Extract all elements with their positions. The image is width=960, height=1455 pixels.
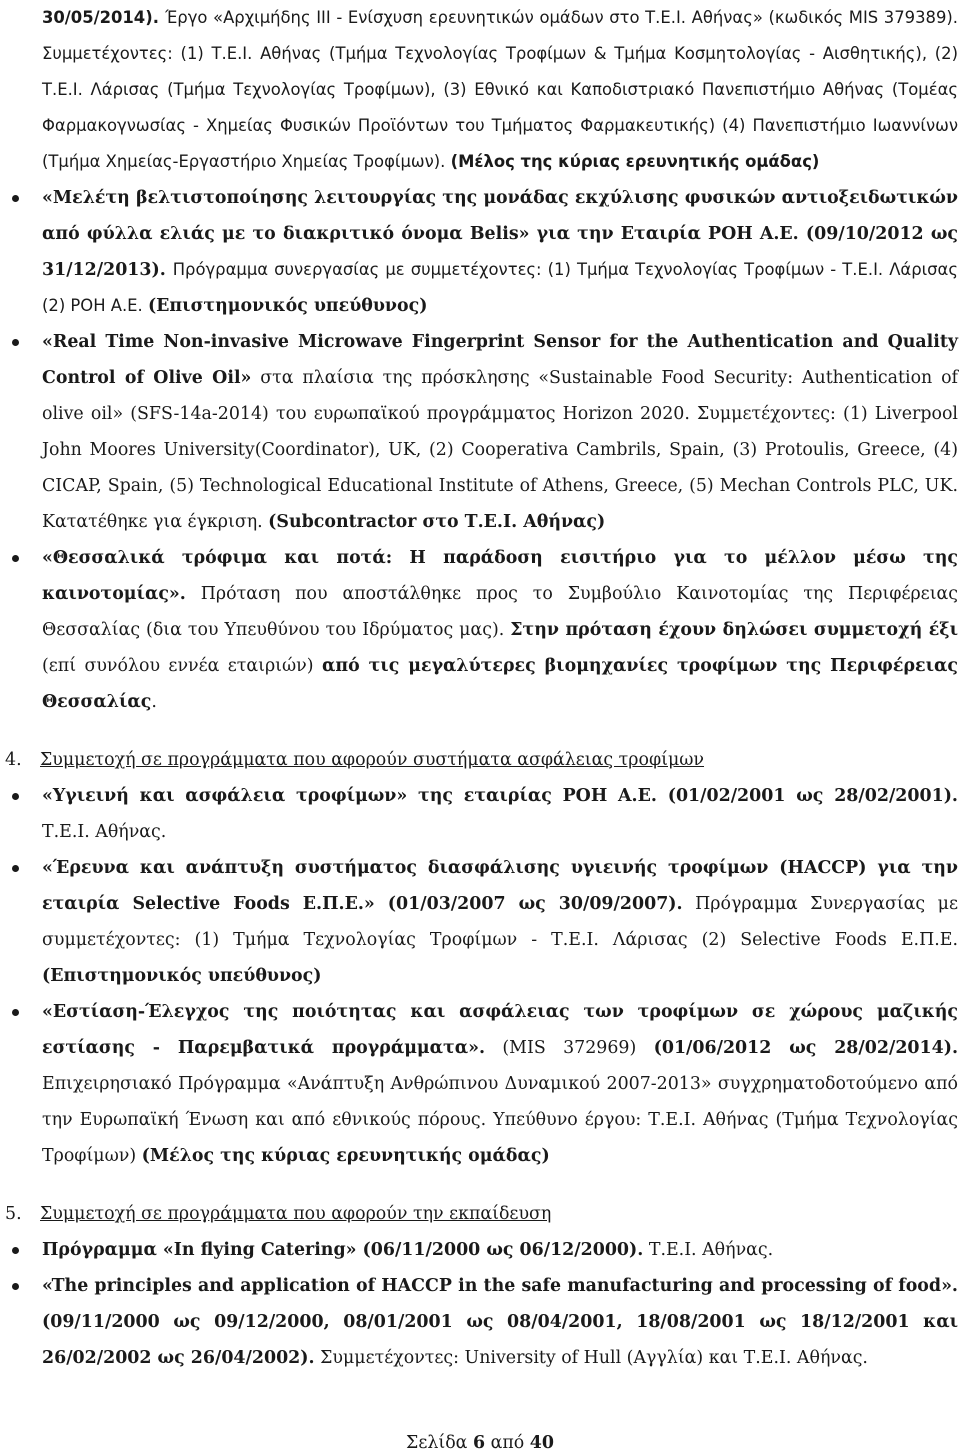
item-role: (Subcontractor στο Τ.Ε.Ι. Αθήνας) [268,512,606,532]
item-text: Τ.Ε.Ι. Αθήνας. [42,822,167,842]
bullet-icon [12,1247,19,1254]
item-title: «Real Time Non-invasive Microwave Fingerprint Sensor for the Authentication and Quality Control of Olive Oil» [42,332,958,388]
item-text: Τ.Ε.Ι. Αθήνας. [643,1240,774,1260]
page-footer [0,1431,960,1455]
bullet-icon [12,1283,19,1290]
list-item [42,778,958,850]
list-item [42,850,958,994]
list-item [42,994,958,1174]
item-text: (επί συνόλου εννέα εταιριών) [42,656,322,676]
item-text: Πρόγραμμα Συνεργασίας με συμμετέχοντες: (1) Τμήμα Τεχνολογίας Τροφίμων - Τ.Ε.Ι. Λάρισας (2) Selective Foods Ε.Π.Ε. [42,894,958,950]
list-item [42,1268,958,1376]
item-role: (Μέλος της κύριας ερευνητικής ομάδας) [141,1146,550,1166]
section-number: 4. [5,750,22,770]
bullet-icon [12,793,19,800]
bullet-icon [12,555,19,562]
paragraph-text: Έργο «Αρχιμήδης ΙΙΙ - Ενίσχυση ερευνητικών ομάδων στο Τ.Ε.Ι. Αθήνας» (κωδικός MIS 379389). Συμμετέχοντες: (1) Τ.Ε.Ι. Αθήνας (Τμήμα Τεχνολογίας Τροφίμων & Τμήμα Κοσμητολογίας - Αισθητικής), (2) Τ.Ε.Ι. Λάρισας (Τμήμα Τεχνολογίας Τροφίμων), (3) Εθνικό και Καποδιστριακό Πανεπιστήμιο Αθήνας (Τομέας Φαρμακογνωσίας - Χημείας Φυσικών Προϊόντων του Τμήματος Φαρμακευτικής) (4) Πανεπιστήμιο Ιωαννίνων (Τμήμα Χημείας-Εργαστήριο Χημείας Τροφίμων). [42,8,958,171]
section-heading-5 [5,1196,958,1232]
item-bold-text: από τις μεγαλύτερες βιομηχανίες τροφίμων της Περιφέρειας Θεσσαλίας [42,656,958,712]
document-page [5,0,958,1376]
bullet-icon [12,339,19,346]
item-text: Επιχειρησιακό Πρόγραμμα «Ανάπτυξη Ανθρώπινου Δυναμικού 2007-2013» συγχρηματοδοτούμενο από την Ευρωπαϊκή Ένωση και από εθνικούς πόρους. Υπεύθυνο έργου: Τ.Ε.Ι. Αθήνας (Τμήμα Τεχνολογίας Τροφίμων) [42,1074,958,1166]
section-heading-4 [5,742,958,778]
list-item [42,1232,958,1268]
section-number: 5. [5,1204,22,1224]
footer-page-number: 6 [472,1433,486,1453]
item-date: (01/06/2012 ως 28/02/2014). [653,1038,958,1058]
item-text: στα πλαίσια της πρόσκλησης «Sustainable Food Security: Authentication of olive oil» (SFS-14a-2014) του ευρωπαϊκού προγράμματος Horizon 2020. Συμμετέχοντες: (1) Liverpool John Moores University(Coordinator), UK, (2) Cooperativa Cambrils, Spain, (3) Protoulis, Greece, (4) CICAP, Spain, (5) Technological Educational Institute of Athens, Greece, (5) Mechan Controls PLC, UK. Κατατέθηκε για έγκριση. [42,368,958,532]
item-text: Πρόταση που αποστάλθηκε προς το Συμβούλιο Καινοτομίας της Περιφέρειας Θεσσαλίας (δια του Υπευθύνου του Ιδρύματος μας). [42,584,958,640]
section-title: Συμμετοχή σε προγράμματα που αφορούν συστήματα ασφάλειας τροφίμων [40,750,705,770]
list-item [42,324,958,540]
item-title: «Θεσσαλικά τρόφιμα και ποτά: Η παράδοση εισιτήριο για το μέλλον μέσω της καινοτομίας». [42,548,958,604]
footer-label: Σελίδα [406,1433,473,1453]
paragraph-date-fragment: 30/05/2014). [42,8,166,27]
item-title: Πρόγραμμα «In flying Catering» (06/11/2000 ως 06/12/2000). [42,1240,644,1260]
item-title: «Έρευνα και ανάπτυξη συστήματος διασφάλισης υγιεινής τροφίμων (HACCP) για την εταιρία Selective Foods Ε.Π.Ε.» (01/03/2007 ως 30/09/2007). [42,858,958,914]
list-item [42,180,958,324]
list-item [42,540,958,720]
continued-paragraph [42,0,958,180]
bullet-icon [12,195,19,202]
item-title: «Μελέτη βελτιστοποίησης λειτουργίας της μονάδας εκχύλισης φυσικών αντιοξειδωτικών από φύλλα ελιάς με το διακριτικό όνομα Belis» για την Εταιρία ΡΟΗ Α.Ε. (09/10/2012 ως 31/12/2013). [42,188,958,280]
item-text: Συμμετέχοντες: University of Hull (Αγγλία) και Τ.Ε.Ι. Αθήνας. [314,1348,868,1368]
item-title: «The principles and application of HACCP in the safe manufacturing and processing of food». (09/11/2000 ως 09/12/2000, 08/01/2001 ως 08/04/2001, 18/08/2001 ως 18/12/2001 και 26/02/2002 ως 26/04/2002). [42,1276,958,1368]
item-role: (Επιστημονικός υπεύθυνος) [42,966,322,986]
bullet-icon [12,865,19,872]
footer-page-total: 40 [529,1433,554,1453]
item-title: «Υγιεινή και ασφάλεια τροφίμων» της εταιρίας ΡΟΗ Α.Ε. (01/02/2001 ως 28/02/2001). [42,786,958,806]
item-title: «Εστίαση-Έλεγχος της ποιότητας και ασφάλειας των τροφίμων σε χώρους μαζικής εστίασης - Παρεμβατικά προγράμματα». [42,1002,958,1058]
footer-of: από [485,1433,530,1453]
item-text: . [151,692,157,712]
item-text: (MIS 372969) [485,1038,654,1058]
item-role: (Επιστημονικός υπεύθυνος) [147,296,428,316]
paragraph-role: (Μέλος της κύριας ερευνητικής ομάδας) [450,152,820,171]
item-bold-text: Στην πρόταση έχουν δηλώσει συμμετοχή έξι [510,620,958,640]
item-text: Πρόγραμμα συνεργασίας με συμμετέχοντες: (1) Τμήμα Τεχνολογίας Τροφίμων - Τ.Ε.Ι. Λάρισας (2) ΡΟΗ Α.Ε. [42,260,958,315]
bullet-icon [12,1009,19,1016]
section-title: Συμμετοχή σε προγράμματα που αφορούν την εκπαίδευση [40,1204,552,1224]
